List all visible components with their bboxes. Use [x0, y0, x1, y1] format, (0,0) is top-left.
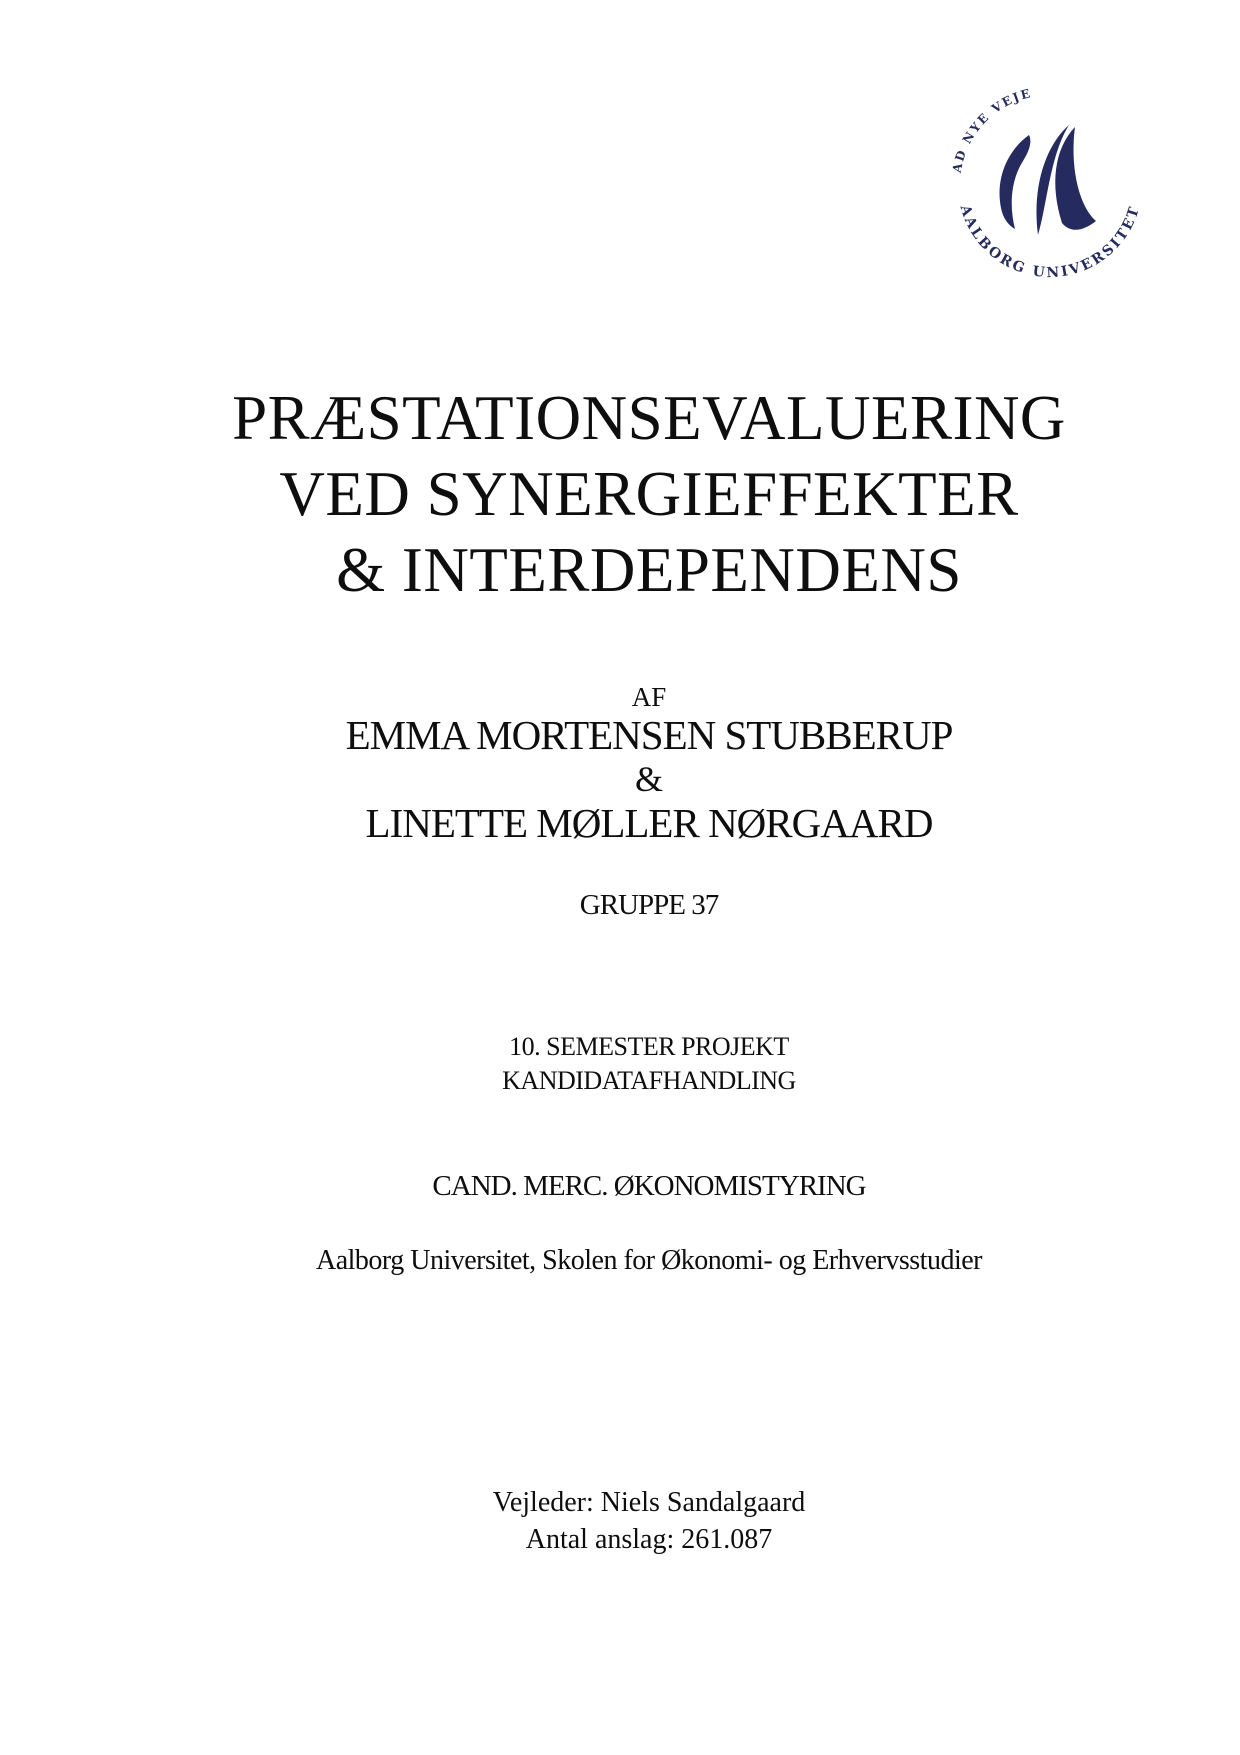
- submission-details: [58, 1484, 1240, 1558]
- swirl-ribbon-right: [1055, 127, 1096, 230]
- swirl-ribbon-left: [1000, 135, 1031, 229]
- programme-label: CAND. MERC. ØKONOMISTYRING: [432, 1170, 866, 1202]
- group-label: GRUPPE 37: [579, 889, 719, 921]
- logo-university-text: AALBORG UNIVERSITET: [956, 203, 1144, 282]
- university-logo: [950, 85, 1150, 285]
- title-line-1: PRÆSTATIONSEVALUERING: [232, 383, 1066, 453]
- byline-prefix: AF: [631, 682, 667, 712]
- title-line-3: & INTERDEPENDENS: [336, 535, 962, 605]
- title-line-2: VED SYNERGIEFFEKTER: [279, 459, 1019, 529]
- logo-university-arc: [956, 202, 1143, 281]
- project-line-1: 10. SEMESTER PROJEKT: [509, 1032, 789, 1061]
- supervisor-line: Vejleder: Niels Sandalgaard: [492, 1487, 806, 1518]
- logo-swirl-icon: [1000, 125, 1096, 235]
- character-count-line: Antal anslag: 261.087: [525, 1524, 773, 1555]
- project-line-2: KANDIDATAFHANDLING: [502, 1066, 796, 1095]
- page-title: [58, 380, 1240, 608]
- byline: [58, 681, 1240, 846]
- institution-label: Aalborg Universitet, Skolen for Økonomi- og Erhvervsstudier: [316, 1245, 982, 1276]
- byline-conjunction: &: [634, 759, 663, 799]
- aalborg-university-seal-icon: [950, 85, 1150, 285]
- author-1: EMMA MORTENSEN STUBBERUP: [345, 712, 953, 758]
- author-2: LINETTE MØLLER NØRGAARD: [365, 800, 933, 846]
- logo-motto-text: AD NYE VEJE: [950, 85, 1034, 174]
- project-type: [58, 1030, 1240, 1098]
